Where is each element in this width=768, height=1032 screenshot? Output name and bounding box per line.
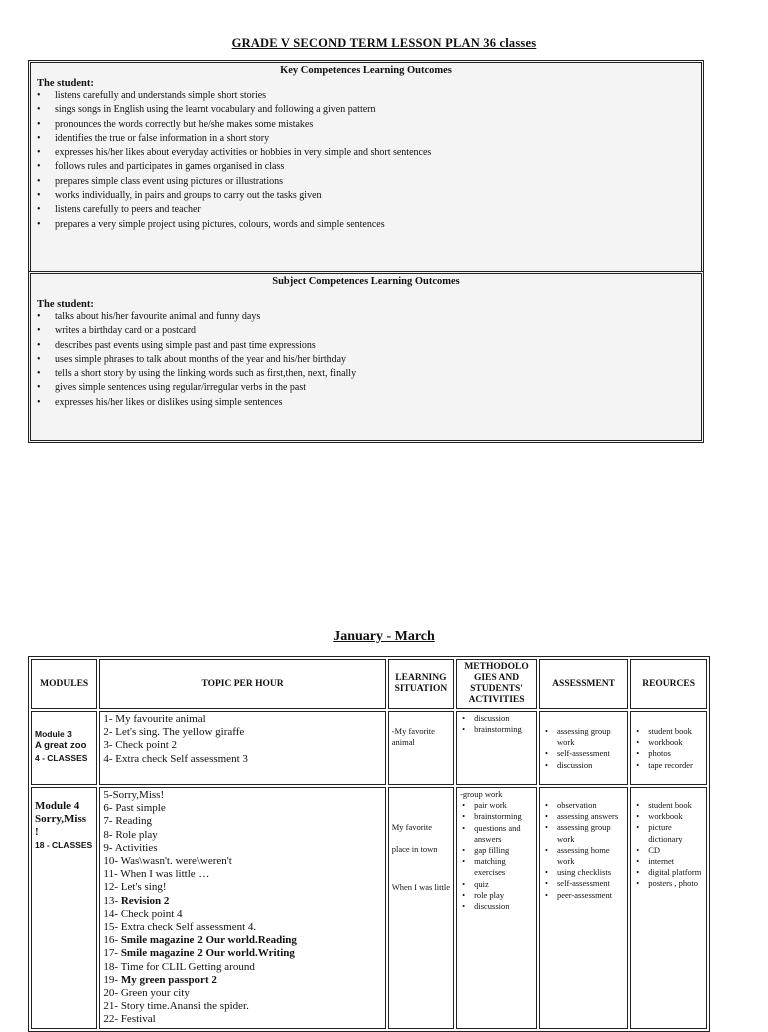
lesson-plan-table — [28, 656, 710, 1032]
list-item: • gives simple sentences using regular/irregular verbs in the past — [37, 381, 701, 395]
list-item: • prepares simple class event using pictures or illustrations — [37, 175, 701, 189]
header-assessment: ASSESSMENT — [539, 659, 628, 709]
topic-item: 9- Activities — [103, 841, 158, 854]
list-item: • listens carefully to peers and teacher — [37, 203, 701, 217]
topic-item: 13- Revision 2 — [103, 894, 170, 907]
list-item: • expresses his/her likes or dislikes using simple sentences — [37, 396, 701, 410]
list-item: • assessing home work — [543, 845, 624, 867]
topics-cell — [99, 787, 385, 1029]
list-item: • internet — [634, 856, 703, 867]
situation-text: My favorite place in town — [391, 822, 438, 854]
module-title: Sorry,Miss — [35, 813, 87, 825]
table-row — [31, 711, 707, 785]
situation-cell — [388, 787, 454, 1029]
list-item: • sings songs in English using the learnt vocabulary and following a given pattern — [37, 103, 701, 117]
header-topic: TOPIC PER HOUR — [99, 659, 385, 709]
subject-competences-list — [31, 310, 701, 410]
situation-text: When I was little — [391, 882, 451, 892]
list-item: • works individually, in pairs and groups to carry out the tasks given — [37, 189, 701, 203]
topic-item: 18- Time for CLIL Getting around — [103, 960, 255, 973]
list-item: • photos — [634, 748, 703, 759]
list-item: • assessing group work — [543, 726, 624, 748]
key-competences-heading: Key Competences Learning Outcomes — [280, 65, 452, 76]
list-item: • uses simple phrases to talk about months of the year and his/her birthday — [37, 353, 701, 367]
list-item: • self-assessment — [543, 748, 624, 759]
list-item: • pair work — [460, 800, 533, 811]
list-item: • observation — [543, 800, 624, 811]
list-item: • discussion — [460, 713, 533, 724]
assessment-cell — [539, 787, 628, 1029]
list-item: • identifies the true or false information in a short story — [37, 132, 701, 146]
list-item: • matching exercises — [460, 856, 533, 878]
assessment-cell — [539, 711, 628, 785]
module-cell — [31, 711, 97, 785]
topic-item: 7- Reading — [103, 815, 152, 828]
list-item: • follows rules and participates in games organised in class — [37, 160, 701, 174]
topic-item: 17- Smile magazine 2 Our world.Writing — [103, 947, 295, 960]
topic-item: 12- Let's sing! — [103, 881, 167, 894]
key-competences-box — [28, 60, 704, 274]
topics-cell — [99, 711, 385, 785]
module-classes: 18 - CLASSES — [35, 840, 93, 850]
list-item: • posters , photo — [634, 878, 703, 889]
topic-item: 6- Past simple — [103, 802, 166, 815]
resources-cell — [630, 787, 707, 1029]
topic-item: 15- Extra check Self assessment 4. — [103, 921, 257, 934]
subject-competences-subheading: The student: — [37, 299, 94, 310]
document-title: GRADE V SECOND TERM LESSON PLAN 36 classes — [231, 36, 537, 50]
header-methodologies: METHODOLO GIES AND STUDENTS' ACTIVITIES — [456, 659, 537, 709]
list-item: • using checklists — [543, 867, 624, 878]
topic-item: 1- My favourite animal — [103, 713, 206, 725]
methods-cell — [456, 787, 537, 1029]
list-item: • tells a short story by using the linking words such as first,then, next, finally — [37, 367, 701, 381]
subject-competences-box — [28, 271, 704, 443]
header-situation: LEARNING SITUATION — [388, 659, 454, 709]
module-name: Module 3 — [35, 729, 72, 739]
topic-item: 16- Smile magazine 2 Our world.Reading — [103, 934, 297, 947]
topic-item: 5-Sorry,Miss! — [103, 789, 165, 801]
list-item: • brainstorming — [460, 724, 533, 735]
list-item: • pronounces the words correctly but he/she makes some mistakes — [37, 118, 701, 132]
topic-item: 14- Check point 4 — [103, 907, 183, 920]
methods-cell — [456, 711, 537, 785]
topic-item: 4- Extra check Self assessment 3 — [103, 752, 248, 765]
list-item: • describes past events using simple past and past time expressions — [37, 339, 701, 353]
list-item: • questions and answers — [460, 823, 533, 845]
topic-item: 8- Role play — [103, 828, 158, 841]
subject-competences-heading: Subject Competences Learning Outcomes — [272, 276, 460, 287]
key-competences-subheading: The student: — [37, 78, 94, 89]
module-classes: 4 - CLASSES — [35, 753, 88, 763]
list-item: • expresses his/her likes about everyday activities or hobbies in very simple and short sentences — [37, 146, 701, 160]
list-item: • digital platform — [634, 867, 703, 878]
list-item: • workbook — [634, 737, 703, 748]
topic-item: 11- When I was little … — [103, 868, 210, 881]
list-item: • prepares a very simple project using pictures, colours, words and simple sentences — [37, 218, 701, 232]
list-item: • picture dictionary — [634, 822, 703, 844]
period-heading: January - March — [333, 629, 435, 644]
list-item: • quiz — [460, 879, 533, 890]
list-item: • student book — [634, 800, 703, 811]
module-title: A great zoo — [35, 740, 87, 751]
list-item: • talks about his/her favourite animal and funny days — [37, 310, 701, 324]
list-item: • tape recorder — [634, 760, 703, 771]
list-item: • assessing group work — [543, 822, 624, 844]
list-item: • discussion — [460, 901, 533, 912]
list-item: • peer-assessment — [543, 890, 624, 901]
list-item: • self-assessment — [543, 878, 624, 889]
topic-item: 10- Was\wasn't. were\weren't — [103, 855, 232, 868]
topic-item: 22- Festival — [103, 1013, 156, 1026]
list-item: • writes a birthday card or a postcard — [37, 324, 701, 338]
list-item: • discussion — [543, 760, 624, 771]
topic-item: 3- Check point 2 — [103, 739, 178, 752]
list-item: • gap filling — [460, 845, 533, 856]
list-item: • workbook — [634, 811, 703, 822]
topic-item: 20- Green your city — [103, 987, 190, 1000]
header-modules: MODULES — [31, 659, 97, 709]
table-row — [31, 787, 707, 1029]
topic-item: 21- Story time.Anansi the spider. — [103, 1000, 249, 1013]
list-item: • role play — [460, 890, 533, 901]
list-item: • assessing answers — [543, 811, 624, 822]
module-title-suffix: ! — [35, 826, 39, 838]
table-header-row — [31, 659, 707, 709]
list-item: • student book — [634, 726, 703, 737]
list-item: • listens carefully and understands simple short stories — [37, 89, 701, 103]
methods-lead: -group work — [460, 789, 503, 799]
topic-item: 2- Let's sing. The yellow giraffe — [103, 726, 245, 739]
list-item: • CD — [634, 845, 703, 856]
situation-cell — [388, 711, 454, 785]
header-resources: REOURCES — [630, 659, 707, 709]
key-competences-list — [31, 89, 701, 232]
module-cell — [31, 787, 97, 1029]
topic-item: 19- My green passport 2 — [103, 973, 217, 986]
resources-cell — [630, 711, 707, 785]
situation-text: -My favorite animal — [391, 726, 435, 747]
list-item: • brainstorming — [460, 811, 533, 822]
module-name: Module 4 — [35, 800, 80, 812]
